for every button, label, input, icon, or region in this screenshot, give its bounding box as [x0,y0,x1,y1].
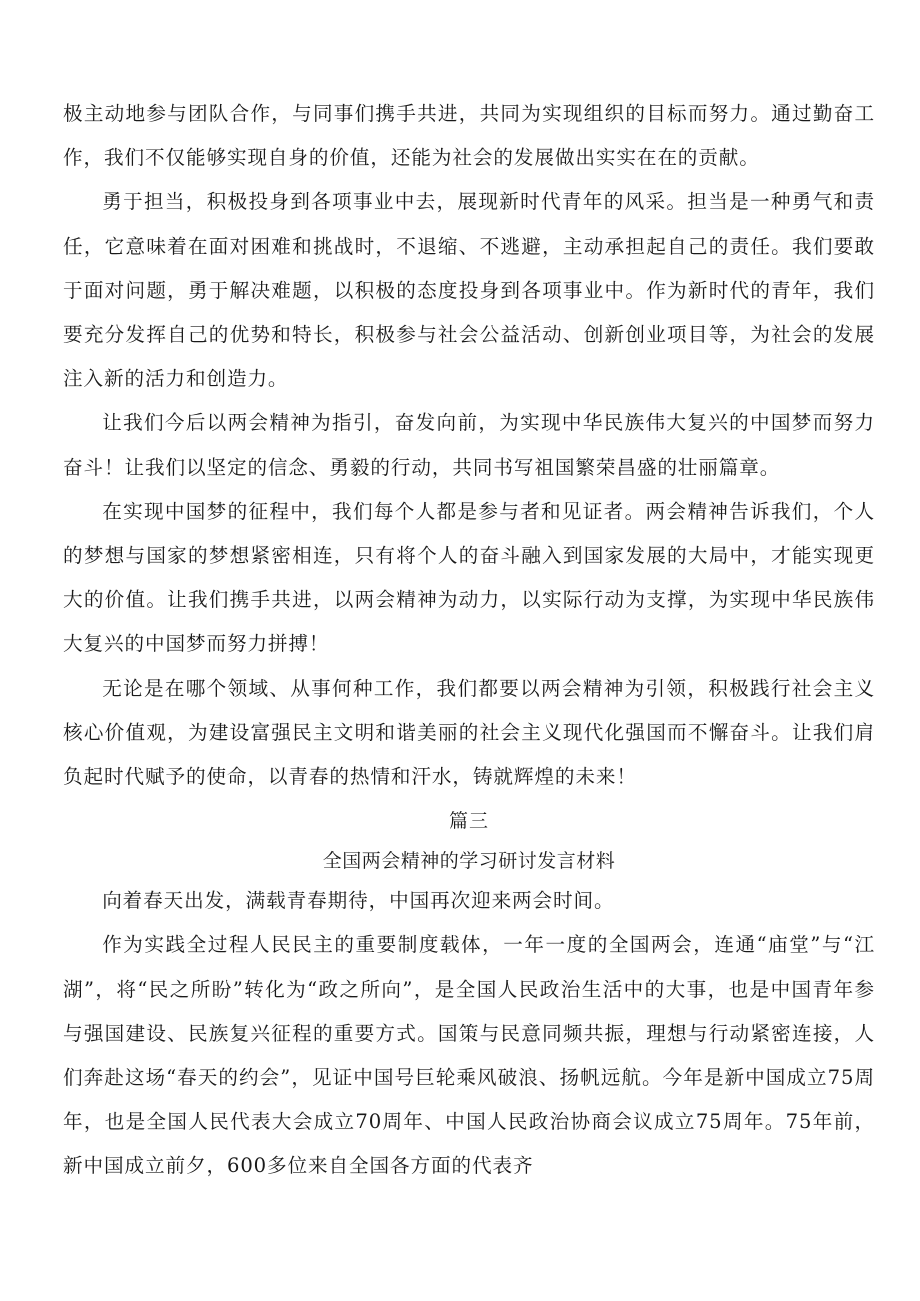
document-body [63,92,875,1189]
paragraph-continued: 极主动地参与团队合作，与同事们携手共进，共同为实现组织的目标而努力。通过勤奋工作，我们不仅能够实现自身的价值，还能为社会的发展做出实实在在的贡献。 [63,102,875,170]
paragraph-spring: 向着春天出发，满载青春期待，中国再次迎来两会时间。 [102,889,615,913]
paragraph-core-values: 无论是在哪个领域、从事何种工作，我们都要以两会精神为引领，积极践行社会主义核心价值观，为建设富强民主文明和谐美丽的社会主义现代化强国而不懈奋斗。让我们肩负起时代赋予的使命，以青春的热情和汗水，铸就辉煌的未来！ [63,676,875,789]
paragraph-courage: 勇于担当，积极投身到各项事业中去，展现新时代青年的风采。担当是一种勇气和责任，它意味着在面对困难和挑战时，不退缩、不逃避，主动承担起自己的责任。我们要敢于面对问题，勇于解决难题，以积极的态度投身到各项事业中。作为新时代的青年，我们要充分发挥自己的优势和特长，积极参与社会公益活动、创新创业项目等，为社会的发展注入新的活力和创造力。 [63,190,875,391]
paragraph-two-sessions: 作为实践全过程人民民主的重要制度载体，一年一度的全国两会，连通“庙堂”与“江湖”，将“民之所盼”转化为“政之所向”，是全国人民政治生活中的大事，也是中国青年参与强国建设、民族复兴征程的重要方式。国策与民意同频共振，理想与行动紧密连接，人们奔赴这场“春天的约会”，见证中国号巨轮乘风破浪、扬帆远航。今年是新中国成立75周年，也是全国人民代表大会成立70周年、中国人民政治协商会议成立75周年。75年前，新中国成立前夕，600多位来自全国各方面的代表齐 [63,933,875,1178]
paragraph-chinese-dream: 在实现中国梦的征程中，我们每个人都是参与者和见证者。两会精神告诉我们，个人的梦想与国家的梦想紧密相连，只有将个人的奋斗融入到国家发展的大局中，才能实现更大的价值。让我们携手共进，以两会精神为动力，以实际行动为支撑，为实现中华民族伟大复兴的中国梦而努力拼搏！ [63,499,875,656]
section-label: 篇三 [448,810,489,833]
section-title: 全国两会精神的学习研讨发言材料 [322,850,616,873]
paragraph-guidance: 让我们今后以两会精神为指引，奋发向前，为实现中华民族伟大复兴的中国梦而努力奋斗！让我们以坚定的信念、勇毅的行动，共同书写祖国繁荣昌盛的壮丽篇章。 [63,411,875,479]
